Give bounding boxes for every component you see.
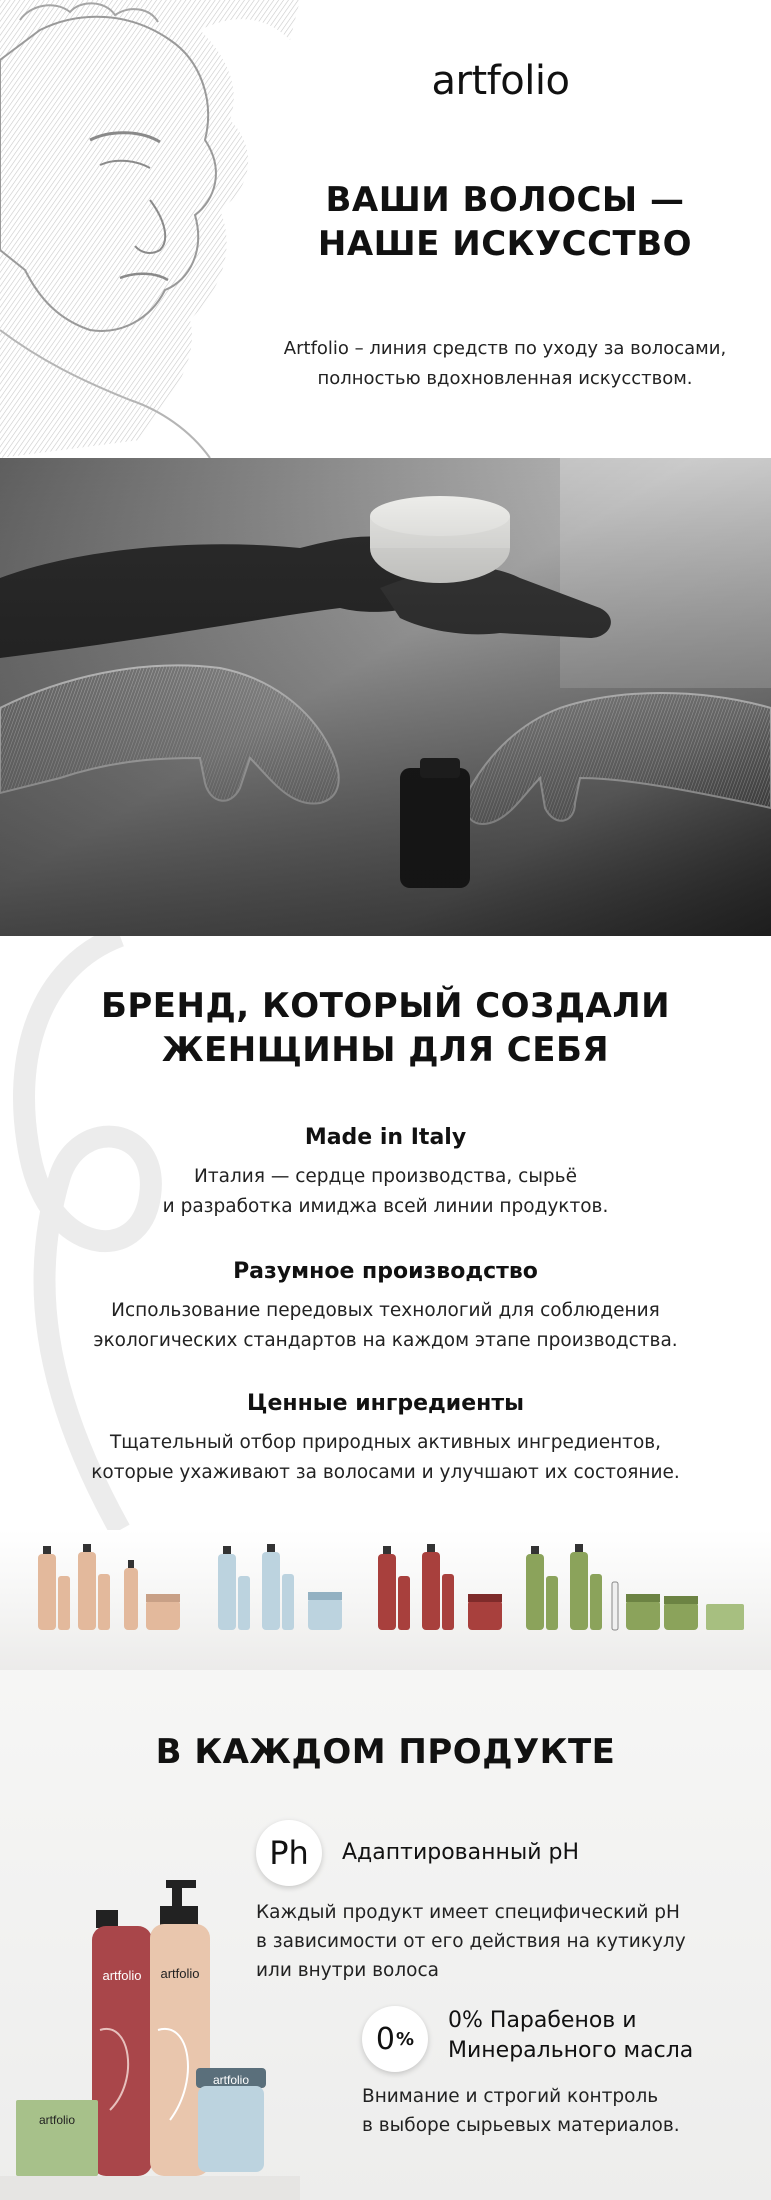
feature-title: Made in Italy [304, 1125, 467, 1150]
hero-title: ВАШИ ВОЛОСЫ — НАШЕ ИСКУССТВО [317, 180, 693, 264]
feature-text: Тщательный отбор природных активных ингредиентов, которые ухаживают за волосами и улучшают их состояние. [91, 1432, 680, 1483]
zero-parabens-title: 0% Парабенов и Минерального масла [448, 2008, 694, 2063]
ph-badge: Ph [256, 1820, 322, 1886]
products-photo [0, 1880, 300, 2200]
zero-parabens-description: Внимание и строгий контроль в выборе сырьевых материалов. [362, 2086, 680, 2136]
brand-title: БРЕНД, КОТОРЫЙ СОЗДАЛИ ЖЕНЩИНЫ ДЛЯ СЕБЯ [100, 986, 671, 1070]
ph-description: Каждый продукт имеет специфический pH в зависимости от его действия на кутикулу или внутри волоса [256, 1902, 686, 1981]
hero-subtitle: Artfolio – линия средств по уходу за волосами, полностью вдохновленная искусством. [283, 338, 727, 389]
svg-text:artfolio: artfolio [38, 2113, 76, 2127]
brand-section [0, 936, 771, 1530]
svg-text:artfolio: artfolio [212, 2073, 250, 2087]
hero-section [0, 0, 771, 458]
feature-smart-production [0, 1258, 771, 1356]
every-title: В КАЖДОМ ПРОДУКТЕ [155, 1732, 616, 1772]
feature-text: Италия — сердце производства, сырьё и разработка имиджа всей линии продуктов. [162, 1166, 609, 1217]
zero-percent-badge: 0 % [362, 2006, 428, 2072]
feature-ingredients [0, 1390, 771, 1488]
feature-text: Использование передовых технологий для соблюдения экологических стандартов на каждом этапе производства. [93, 1300, 678, 1351]
feature-made-in-italy [0, 1124, 771, 1222]
hands-photo [0, 458, 771, 936]
product-lineup-photo [0, 1530, 771, 1670]
every-product-section [0, 1670, 771, 2200]
feature-title: Разумное производство [233, 1259, 538, 1284]
brand-logo: artfolio [431, 58, 570, 104]
svg-text:artfolio: artfolio [160, 1966, 200, 1981]
ph-title: Адаптированный pH [342, 1840, 580, 1865]
svg-text:artfolio: artfolio [102, 1968, 142, 1983]
feature-title: Ценные ингредиенты [247, 1391, 524, 1416]
